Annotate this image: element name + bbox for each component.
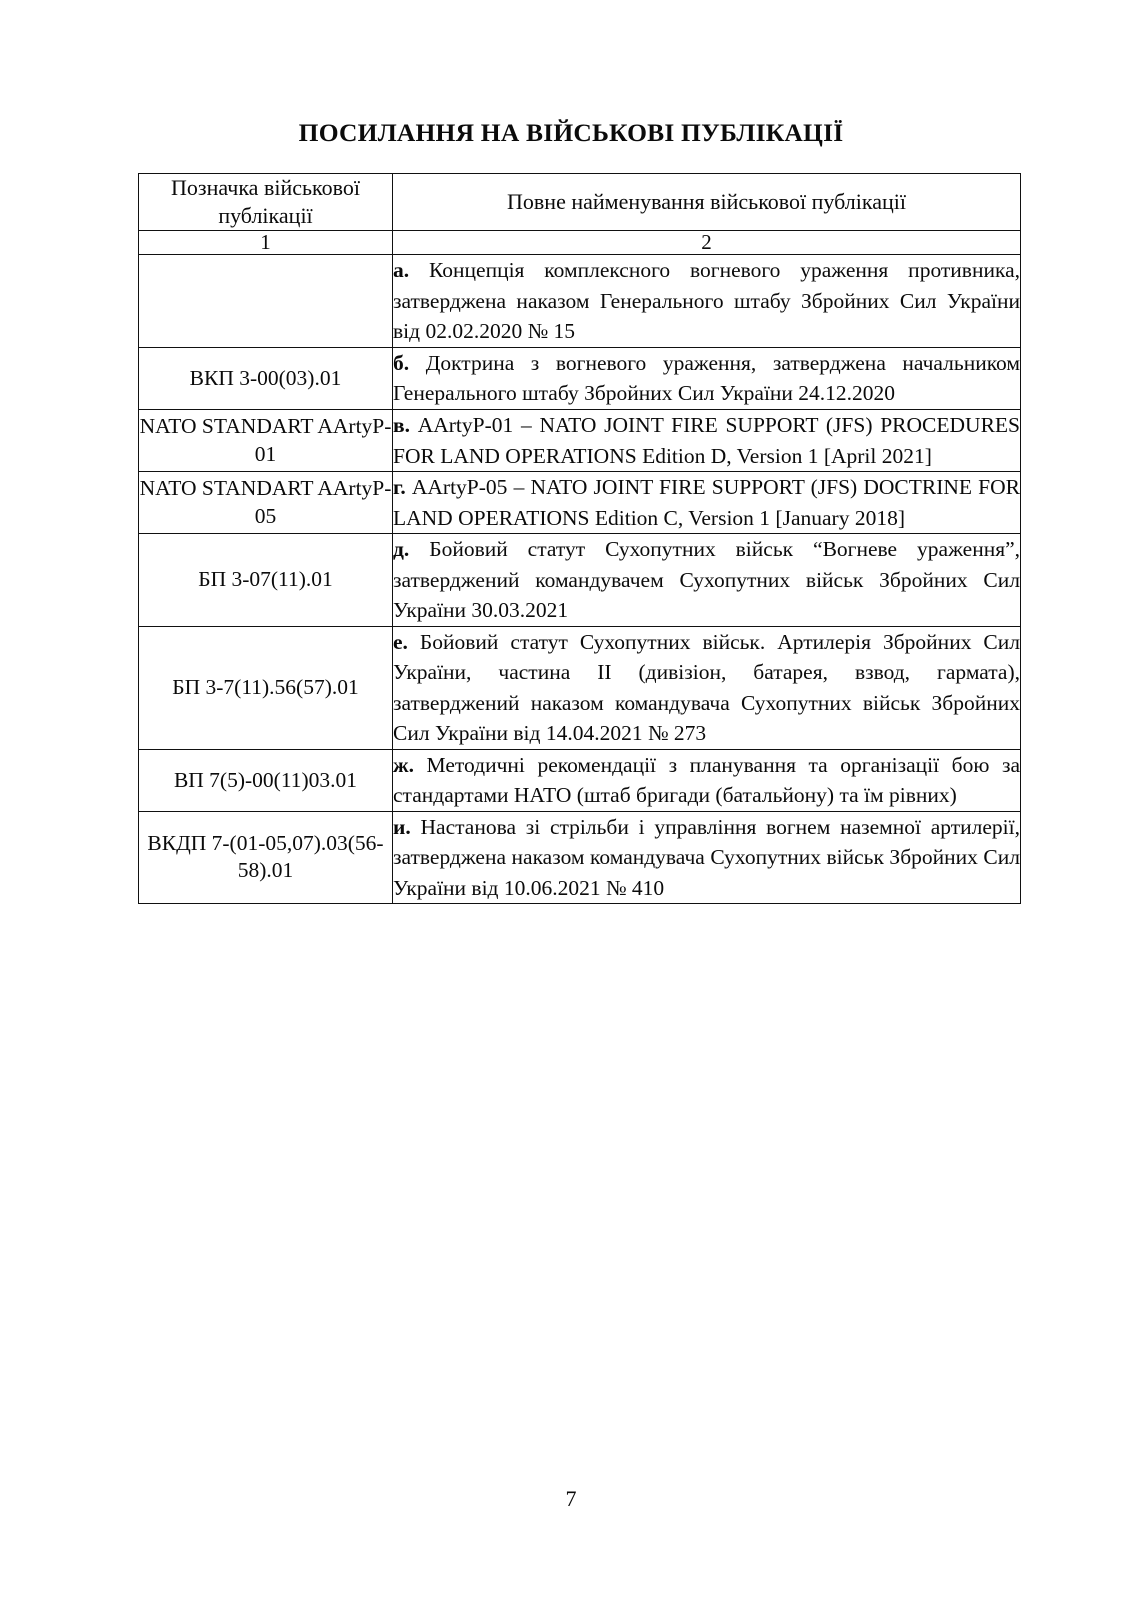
item-marker: д. xyxy=(393,537,410,562)
item-text: Бойовий статут Сухопутних військ “Вогневе ураження”, затверджений командувачем Сухопутних військ Збройних Сил України 30.03.2021 xyxy=(393,537,1021,623)
publication-code: NATO STANDART AArtyP-05 xyxy=(139,472,393,534)
publication-description xyxy=(393,255,1021,348)
publication-description xyxy=(393,347,1021,409)
column-header-full-name: Повне найменування військової публікації xyxy=(393,174,1021,231)
table-row xyxy=(139,534,1021,627)
table-row xyxy=(139,255,1021,348)
page-title: ПОСИЛАННЯ НА ВІЙСЬКОВІ ПУБЛІКАЦІЇ xyxy=(298,118,844,147)
table-row xyxy=(139,347,1021,409)
publication-code: ВП 7(5)-00(11)03.01 xyxy=(139,749,393,811)
publication-description xyxy=(393,811,1021,904)
item-text: Настанова зі стрільби і управління вогнем наземної артилерії, затверджена наказом командувача Сухопутних військ Збройних Сил України від 10.06.2021 № 410 xyxy=(393,814,1020,900)
publication-description xyxy=(393,409,1021,471)
table-body xyxy=(139,174,1021,904)
publication-description xyxy=(393,626,1021,749)
table-header-row xyxy=(139,174,1021,231)
table-row xyxy=(139,409,1021,471)
publication-code xyxy=(139,255,393,348)
item-marker: а. xyxy=(393,258,410,283)
publication-description xyxy=(393,472,1021,534)
military-publications-table xyxy=(138,173,1021,904)
item-marker: г. xyxy=(393,475,406,500)
publication-description xyxy=(393,749,1021,811)
table-row xyxy=(139,749,1021,811)
item-marker: в. xyxy=(393,412,410,437)
column-number-row xyxy=(139,231,1021,255)
column-number-1: 1 xyxy=(139,231,393,255)
item-marker: ж. xyxy=(393,752,414,777)
item-text: Методичні рекомендації з планування та організації бою за стандартами НАТО (штаб бригади (батальйону) та їм рівних) xyxy=(393,752,1020,808)
column-header-designation: Позначка військової публікації xyxy=(139,174,393,231)
item-marker: е. xyxy=(393,629,408,654)
item-text: Концепція комплексного вогневого ураження противника, затверджена наказом Генерального штабу Збройних Сил України від 02.02.2020 № 15 xyxy=(393,258,1021,344)
item-text: Бойовий статут Сухопутних військ. Артилерія Збройних Сил України, частина II (дивізіон, батарея, взвод, гармата), затверджений наказом командувача Сухопутних військ Збройних Сил України від 14.04.2021 № 273 xyxy=(393,629,1020,746)
page-number: 7 xyxy=(565,1486,577,1511)
publication-code: БП 3-07(11).01 xyxy=(139,534,393,627)
table-row xyxy=(139,472,1021,534)
item-text: AArtyP-05 – NATO JOINT FIRE SUPPORT (JFS) DOCTRINE FOR LAND OPERATIONS Edition C, Version 1 [January 2018] xyxy=(393,475,1021,530)
publication-code: ВКДП 7-(01-05,07).03(56-58).01 xyxy=(139,811,393,904)
column-number-2: 2 xyxy=(393,231,1021,255)
table-row xyxy=(139,811,1021,904)
item-text: AArtyP-01 – NATO JOINT FIRE SUPPORT (JFS) PROCEDURES FOR LAND OPERATIONS Edition D, Version 1 [April 2021] xyxy=(393,412,1020,468)
publication-code: БП 3-7(11).56(57).01 xyxy=(139,626,393,749)
table-row xyxy=(139,626,1021,749)
item-marker: и. xyxy=(393,814,411,839)
item-marker: б. xyxy=(393,350,410,375)
publication-code: NATO STANDART AArtyP-01 xyxy=(139,409,393,471)
publication-code: ВКП 3-00(03).01 xyxy=(139,347,393,409)
item-text: Доктрина з вогневого ураження, затверджена начальником Генерального штабу Збройних Сил України 24.12.2020 xyxy=(393,350,1021,406)
publication-description xyxy=(393,534,1021,627)
